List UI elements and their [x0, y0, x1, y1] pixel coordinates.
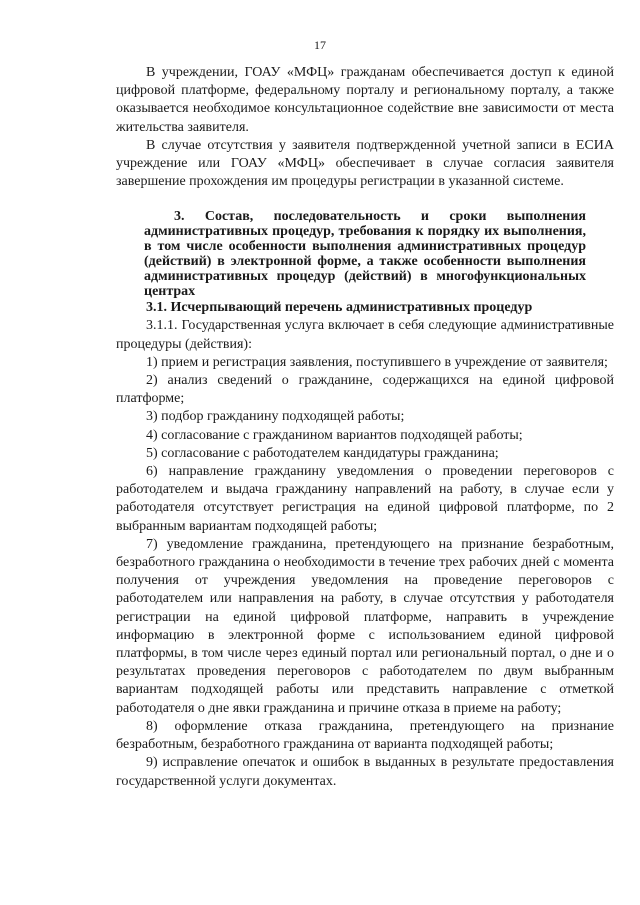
page-number: 17: [314, 38, 326, 52]
list-item: 9) исправление опечаток и ошибок в выданных в результате предоставления государственной услуги документах.: [116, 755, 614, 789]
paragraph: В учреждении, ГОАУ «МФЦ» гражданам обеспечивается доступ к единой цифровой платформе, федеральному порталу и региональному порталу, а также оказывается необходимое консультационное содействие вне зависимости от места жительства заявителя.: [116, 65, 614, 135]
list-item: 1) прием и регистрация заявления, поступившего в учреждение от заявителя;: [146, 354, 608, 370]
list-item: 7) уведомление гражданина, претендующего на признание безработным, безработного гражданина о необходимости в течение трех рабочих дней с момента получения от учреждения уведомления на проведение переговоров с работодателем или направления на работу, в случае отсутствия у работодателя регистрации на единой цифровой платформе, направить в учреждение информацию в электронной форме с использованием единой цифровой платформы, в том числе через единый портал или региональный портал, о дне и о результатах проведения переговоров с работодателем по двум выбранным вариантам подходящей работы или представить направление с отметкой работодателя о дне явки гражданина и причине отказа в приеме на работу;: [116, 536, 614, 716]
list-item: 6) направление гражданину уведомления о проведении переговоров с работодателем и выдача гражданину направлений на работу, в случае если у работодателя отсутствует регистрация на единой цифровой платформе, по 2 выбранным вариантам подходящей работы;: [116, 464, 614, 534]
list-item: 8) оформление отказа гражданина, претендующего на признание безработным, безработного гражданина от варианта подходящей работы;: [116, 718, 614, 753]
document-body: [116, 64, 614, 791]
paragraph: В случае отсутствия у заявителя подтвержденной учетной записи в ЕСИА учреждение или ГОАУ «МФЦ» обеспечивает в случае согласия заявителя завершение прохождения им процедуры регистрации в указанной системе.: [116, 137, 614, 190]
list-item: 5) согласование с работодателем кандидатуры гражданина;: [146, 445, 499, 461]
subsection-heading: 3.1. Исчерпывающий перечень административных процедур: [146, 300, 533, 316]
list-item: 2) анализ сведений о гражданине, содержащихся на единой цифровой платформе;: [116, 373, 614, 407]
procedures-list: [116, 354, 614, 791]
section-heading-block: [116, 209, 614, 299]
list-item: 4) согласование с гражданином вариантов подходящей работы;: [146, 427, 523, 443]
list-item: 3) подбор гражданину подходящей работы;: [146, 409, 405, 425]
intro-paragraph: 3.1.1. Государственная услуга включает в себя следующие административные процедуры (действия):: [116, 318, 614, 352]
section-heading: 3. Состав, последовательность и сроки выполнения административных процедур, требования к порядку их выполнения, в том числе особенности выполнения административных процедур (действий) в электронной форме, а также особенности выполнения административных процедур (действий) в многофункциональных центрах: [144, 209, 586, 300]
